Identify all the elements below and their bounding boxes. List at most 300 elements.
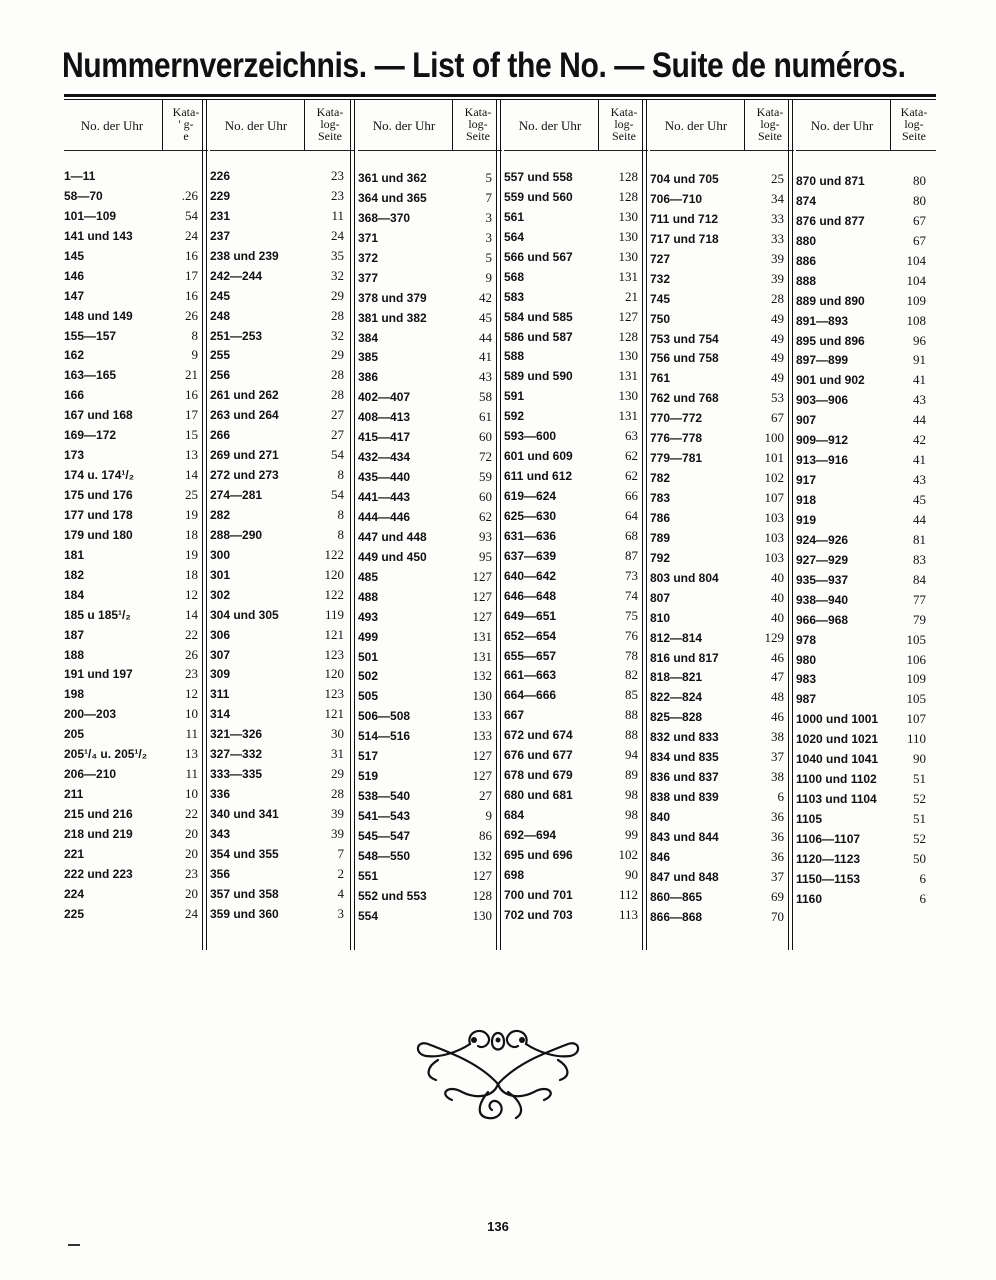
header-line: Seite	[466, 129, 490, 143]
catalog-page: 54	[331, 487, 344, 502]
table-row	[64, 605, 204, 625]
column-rows	[796, 171, 932, 909]
table-row	[64, 485, 204, 505]
catalog-page: 130	[618, 348, 638, 364]
table-row	[64, 186, 204, 206]
catalog-page: 43	[479, 369, 492, 385]
watch-number: 876 und 877	[796, 213, 865, 228]
catalog-page: 104	[906, 272, 926, 288]
watch-number: 1106—1107	[796, 831, 861, 846]
table-row	[358, 886, 498, 906]
table-row	[210, 884, 350, 904]
table-row	[796, 590, 932, 610]
watch-number: 1040 und 1041	[796, 752, 879, 767]
column-header-number: No. der Uhr	[810, 118, 874, 133]
catalog-page: 110	[906, 731, 926, 747]
header-line: ' g-	[178, 117, 194, 131]
watch-number: 372	[358, 250, 379, 265]
table-row	[796, 769, 932, 789]
header-line: Seite	[902, 129, 926, 143]
table-row	[504, 247, 644, 267]
header-line: Kata-	[900, 105, 928, 119]
table-row	[210, 704, 350, 724]
table-row	[358, 846, 498, 866]
catalog-page: 28	[771, 290, 784, 306]
catalog-page: 127	[472, 588, 492, 604]
watch-number: 678 und 679	[504, 768, 573, 783]
watch-number: 269 und 271	[210, 448, 279, 463]
table-row	[796, 251, 932, 271]
watch-number: 987	[796, 692, 817, 707]
catalog-page: 23	[185, 865, 198, 881]
watch-number: 640—642	[504, 568, 557, 583]
watch-number: 229	[210, 188, 231, 203]
catalog-page: 128	[618, 188, 638, 204]
catalog-page: 3	[485, 209, 492, 225]
watch-number: 185 u 185¹/₂	[64, 607, 131, 622]
column-rows	[650, 169, 790, 927]
catalog-page: 120	[324, 566, 344, 582]
watch-number: 58—70	[64, 188, 103, 203]
watch-number: 909—912	[796, 433, 849, 448]
table-row	[650, 528, 790, 548]
watch-number: 702 und 703	[504, 907, 573, 922]
watch-number: 485	[358, 569, 379, 584]
watch-number: 147	[64, 288, 85, 303]
catalog-page: 123	[324, 646, 344, 662]
table-row	[64, 286, 204, 306]
catalog-page: 74	[625, 587, 638, 603]
watch-number: 840	[650, 810, 671, 824]
catalog-page: 26	[185, 646, 198, 662]
catalog-page: 12	[185, 586, 198, 602]
catalog-page: 24	[185, 905, 198, 921]
watch-number: 141 und 143	[64, 228, 133, 243]
header-line: Kata-	[172, 105, 200, 119]
watch-number: 237	[210, 228, 231, 243]
column-header-number: No. der Uhr	[80, 118, 144, 133]
catalog-page: 128	[618, 328, 638, 344]
table-row	[796, 610, 932, 630]
column-header-page	[748, 106, 792, 142]
watch-number: 538—540	[358, 789, 411, 804]
column-divider	[350, 100, 355, 950]
table-row	[210, 565, 350, 585]
table-row	[64, 904, 204, 924]
table-row	[504, 327, 644, 347]
table-row	[358, 547, 498, 567]
table-row	[64, 505, 204, 525]
table-row	[358, 806, 498, 826]
watch-number: 381 und 382	[358, 310, 427, 325]
catalog-page: 72	[479, 449, 492, 465]
header-line: e	[183, 129, 189, 143]
table-row	[650, 807, 790, 827]
table-row	[64, 525, 204, 545]
watch-number: 870 und 871	[796, 174, 865, 188]
catalog-page: 121	[324, 706, 344, 722]
table-row	[210, 844, 350, 864]
header-line: Kata-	[464, 105, 492, 119]
watch-number: 301	[210, 567, 231, 582]
watch-number: 205¹/₄ u. 205¹/₂	[64, 747, 148, 762]
watch-number: 274—281	[210, 488, 263, 502]
catalog-page: 22	[185, 626, 198, 642]
watch-number: 191 und 197	[64, 667, 133, 682]
catalog-page: 6	[919, 890, 926, 906]
catalog-page: 18	[185, 526, 198, 542]
table-row	[504, 765, 644, 785]
column-header-page	[602, 106, 646, 142]
watch-number: 502	[358, 669, 379, 684]
table-row	[358, 567, 498, 587]
catalog-page: 51	[913, 811, 926, 826]
catalog-page: 16	[185, 247, 198, 263]
watch-number: 447 und 448	[358, 529, 427, 544]
watch-number: 356	[210, 866, 231, 881]
column-header-number: No. der Uhr	[224, 118, 288, 133]
header-underline	[358, 150, 502, 151]
header-line: Seite	[758, 129, 782, 143]
catalog-page: 109	[906, 671, 926, 687]
catalog-page: 21	[185, 367, 198, 383]
table-row	[504, 865, 644, 885]
table-row	[210, 864, 350, 884]
catalog-page: 88	[625, 707, 638, 723]
table-row	[210, 405, 350, 425]
watch-number: 1100 und 1102	[796, 772, 877, 787]
catalog-page: 82	[625, 667, 638, 683]
table-row	[796, 231, 932, 251]
catalog-page: 93	[479, 528, 492, 544]
table-row	[64, 246, 204, 266]
catalog-page: 130	[618, 248, 638, 264]
catalog-page: 73	[625, 567, 638, 583]
catalog-page: 27	[331, 407, 344, 423]
catalog-page: 28	[331, 786, 344, 802]
catalog-page: 60	[479, 429, 492, 445]
table-row	[210, 306, 350, 326]
table-row	[210, 286, 350, 306]
watch-number: 917	[796, 473, 817, 488]
catalog-page: 28	[331, 387, 344, 403]
catalog-page: 108	[906, 312, 926, 328]
table-row	[358, 347, 498, 367]
catalog-page: 29	[331, 766, 344, 782]
catalog-page: 49	[771, 350, 784, 366]
watch-number: 255	[210, 348, 231, 363]
watch-number: 646—648	[504, 588, 557, 603]
watch-number: 700 und 701	[504, 887, 573, 902]
catalog-page: 109	[906, 292, 926, 308]
table-row	[504, 167, 644, 187]
catalog-page: 41	[913, 372, 926, 388]
catalog-page: 131	[472, 648, 492, 664]
catalog-page: 19	[185, 506, 198, 522]
catalog-page: 131	[618, 268, 638, 284]
catalog-page: 84	[913, 571, 926, 587]
watch-number: 245	[210, 288, 231, 303]
table-row	[210, 465, 350, 485]
header-line: log-	[468, 117, 488, 131]
catalog-page: 105	[906, 691, 926, 707]
watch-number: 901 und 902	[796, 373, 865, 388]
table-row	[210, 385, 350, 405]
catalog-page: 7	[485, 189, 492, 205]
catalog-page: 40	[771, 569, 784, 585]
catalog-page: 35	[331, 247, 344, 263]
catalog-page: 10	[185, 706, 198, 722]
table-row	[796, 889, 932, 909]
catalog-page: 18	[185, 566, 198, 582]
column-divider	[202, 100, 207, 950]
catalog-page: 29	[331, 287, 344, 303]
watch-number: 593—600	[504, 429, 557, 444]
catalog-page: 131	[618, 368, 638, 384]
watch-number: 924—926	[796, 532, 849, 547]
catalog-page: 43	[913, 472, 926, 488]
table-row	[210, 744, 350, 764]
table-row	[64, 664, 204, 684]
watch-number: 568	[504, 269, 525, 284]
catalog-page: 54	[331, 447, 344, 463]
catalog-page: 67	[913, 212, 926, 228]
watch-number: 364 und 365	[358, 190, 427, 205]
catalog-page: 33	[771, 230, 784, 246]
table-row	[650, 767, 790, 787]
watch-number: 589 und 590	[504, 369, 573, 384]
watch-number: 1—11	[64, 169, 96, 183]
watch-number: 333—335	[210, 767, 263, 782]
catalog-page: 102	[618, 846, 638, 862]
catalog-page: 129	[764, 629, 784, 645]
watch-number: 770—772	[650, 411, 703, 426]
table-row	[64, 704, 204, 724]
table-row	[504, 346, 644, 366]
watch-number: 163—165	[64, 368, 117, 383]
watch-number: 224	[64, 886, 85, 901]
watch-number: 935—937	[796, 572, 849, 587]
watch-number: 248	[210, 308, 231, 323]
table-row	[796, 470, 932, 490]
watch-number: 838 und 839	[650, 790, 719, 805]
watch-number: 822—824	[650, 690, 703, 705]
column-rows	[64, 166, 204, 924]
table-row	[358, 308, 498, 328]
table-row	[650, 667, 790, 687]
column-header-page	[456, 106, 500, 142]
table-row	[650, 209, 790, 229]
catalog-page: 103	[764, 509, 784, 525]
catalog-page: 67	[771, 410, 784, 426]
watch-number: 554	[358, 908, 379, 923]
catalog-page: 11	[331, 207, 344, 223]
table-row	[210, 505, 350, 525]
watch-number: 847 und 848	[650, 869, 719, 884]
table-row	[796, 450, 932, 470]
watch-number: 188	[64, 647, 85, 662]
table-row	[650, 269, 790, 289]
index-column	[64, 100, 208, 950]
watch-number: 786	[650, 510, 671, 525]
watch-number: 825—828	[650, 710, 703, 725]
table-row	[210, 425, 350, 445]
watch-number: 874	[796, 193, 817, 208]
table-row	[64, 824, 204, 844]
catalog-page: 80	[913, 192, 926, 208]
watch-number: 378 und 379	[358, 290, 427, 305]
column-rows	[210, 166, 350, 924]
catalog-page: 62	[625, 468, 638, 484]
table-row	[650, 289, 790, 309]
table-row	[796, 171, 932, 191]
watch-number: 792	[650, 550, 671, 565]
catalog-page: 121	[324, 626, 344, 642]
catalog-page: 23	[185, 666, 198, 682]
watch-number: 832 und 833	[650, 730, 719, 745]
table-row	[64, 545, 204, 565]
table-row	[358, 647, 498, 667]
table-row	[504, 426, 644, 446]
table-row	[358, 666, 498, 686]
catalog-page: 122	[324, 586, 344, 602]
watch-number: 354 und 355	[210, 846, 279, 861]
catalog-page: 131	[618, 408, 638, 424]
catalog-page: 40	[771, 609, 784, 625]
table-row	[358, 527, 498, 547]
watch-number: 402—407	[358, 390, 411, 405]
catalog-page: 19	[185, 546, 198, 562]
watch-number: 218 und 219	[64, 826, 133, 841]
table-row	[796, 829, 932, 849]
column-header-page	[166, 106, 206, 142]
catalog-page: 77	[913, 591, 926, 607]
table-row	[796, 550, 932, 570]
catalog-page: 24	[185, 227, 198, 243]
watch-number: 541—543	[358, 809, 411, 823]
watch-number: 889 und 890	[796, 293, 865, 308]
table-row	[64, 844, 204, 864]
catalog-page: 22	[185, 806, 198, 821]
catalog-page: 80	[913, 173, 926, 188]
table-row	[504, 187, 644, 207]
catalog-page: 132	[472, 847, 492, 863]
table-row	[210, 625, 350, 645]
table-row	[504, 885, 644, 905]
table-row	[504, 526, 644, 546]
catalog-page: 13	[185, 447, 198, 463]
header-underline	[64, 150, 208, 151]
table-row	[358, 268, 498, 288]
catalog-page: 38	[771, 769, 784, 785]
table-row	[64, 684, 204, 704]
catalog-page: 41	[479, 349, 492, 365]
column-rows	[504, 167, 644, 925]
header-line: log-	[904, 117, 924, 131]
catalog-page: 31	[331, 746, 344, 762]
table-row	[650, 867, 790, 887]
table-row	[796, 510, 932, 530]
table-row	[504, 845, 644, 865]
watch-number: 304 und 305	[210, 607, 279, 622]
watch-number: 222 und 223	[64, 866, 133, 881]
catalog-page: 99	[625, 826, 638, 842]
table-row	[504, 466, 644, 486]
catalog-page: 130	[472, 688, 492, 704]
catalog-page: 133	[472, 728, 492, 744]
watch-number: 631—636	[504, 528, 557, 543]
column-divider	[788, 100, 793, 950]
watch-number: 336	[210, 787, 231, 802]
catalog-page: 17	[185, 407, 198, 423]
header-underline	[504, 150, 648, 151]
table-row	[796, 869, 932, 889]
catalog-page: 29	[331, 347, 344, 363]
table-row	[64, 645, 204, 665]
watch-number: 836 und 837	[650, 770, 719, 785]
watch-number: 302	[210, 587, 231, 602]
catalog-page: 83	[913, 551, 926, 567]
table-row	[64, 764, 204, 784]
watch-number: 167 und 168	[64, 408, 133, 423]
table-row	[796, 390, 932, 410]
watch-number: 753 und 754	[650, 331, 719, 346]
catalog-page: 69	[771, 888, 784, 904]
table-row	[504, 366, 644, 386]
catalog-page: 87	[625, 547, 638, 563]
watch-number: 655—657	[504, 648, 557, 663]
table-row	[358, 328, 498, 348]
table-row	[210, 684, 350, 704]
table-row	[650, 229, 790, 249]
catalog-page: 3	[485, 229, 492, 245]
catalog-page: 128	[618, 169, 638, 184]
watch-number: 776—778	[650, 431, 703, 446]
header-line: Kata-	[316, 105, 344, 119]
catalog-page: 28	[331, 367, 344, 383]
watch-number: 698	[504, 867, 525, 882]
catalog-page: 49	[771, 370, 784, 386]
table-row	[64, 884, 204, 904]
watch-number: 343	[210, 826, 231, 841]
table-row	[64, 166, 204, 186]
watch-number: 907	[796, 413, 817, 428]
header-line: log-	[320, 117, 340, 131]
watch-number: 978	[796, 632, 817, 647]
watch-number: 311	[210, 687, 230, 702]
watch-number: 206—210	[64, 767, 117, 782]
catalog-page: 49	[771, 310, 784, 326]
catalog-page: 5	[485, 249, 492, 265]
watch-number: 1120—1123	[796, 851, 861, 866]
watch-number: 175 und 176	[64, 488, 133, 502]
watch-number: 588	[504, 349, 525, 364]
table-row	[64, 425, 204, 445]
watch-number: 818—821	[650, 670, 703, 685]
header-line: Kata-	[756, 105, 784, 119]
table-row	[210, 266, 350, 286]
watch-number: 762 und 768	[650, 391, 719, 406]
catalog-page: 6	[919, 870, 926, 886]
watch-number: 918	[796, 493, 817, 507]
table-row	[650, 847, 790, 867]
watch-number: 386	[358, 370, 379, 385]
catalog-page: 62	[625, 448, 638, 464]
table-row	[210, 764, 350, 784]
watch-number: 242—244	[210, 268, 263, 283]
table-row	[358, 587, 498, 607]
catalog-page: 44	[913, 412, 926, 428]
